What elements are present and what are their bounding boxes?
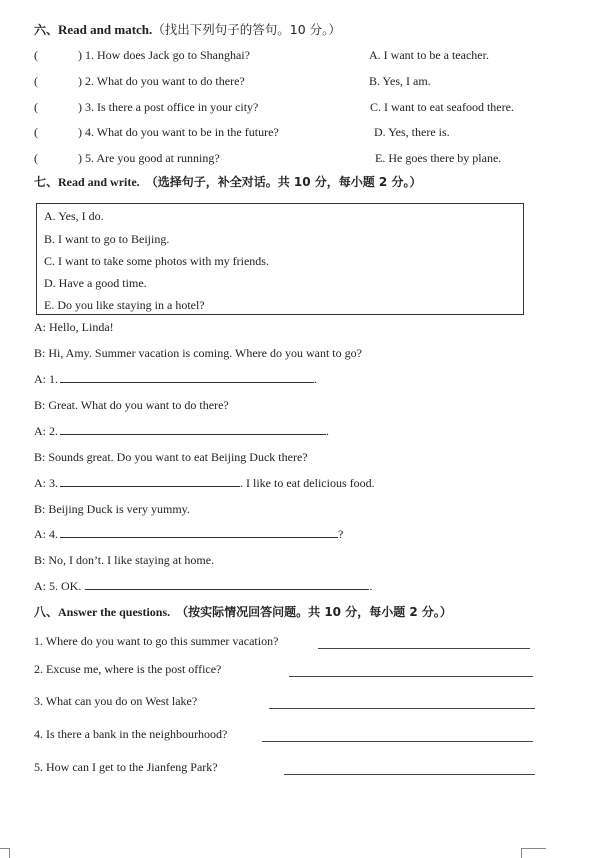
question-2: 2. Excuse me, where is the post office? bbox=[34, 662, 222, 676]
dialogue-line-3 bbox=[34, 372, 317, 387]
dialogue-line-4: B: Great. What do you want to do there? bbox=[34, 398, 229, 412]
answer-line-3[interactable] bbox=[269, 708, 535, 709]
dialogue-line-10: B: No, I don’t. I like staying at home. bbox=[34, 553, 215, 567]
match-answer-b: B. Yes, I am. bbox=[369, 74, 431, 88]
section7-heading bbox=[34, 173, 421, 191]
question-1: 1. Where do you want to go this summer vacation? bbox=[34, 634, 279, 648]
section8-title: Answer the questions. bbox=[58, 605, 171, 619]
dialogue-line-3-suffix: . bbox=[314, 372, 317, 386]
section6-number: 六、 bbox=[34, 23, 59, 37]
dialogue-line-9-prefix: A: 4. bbox=[34, 527, 58, 541]
answer-blank-4[interactable] bbox=[60, 527, 338, 538]
dialogue-line-7 bbox=[34, 476, 375, 491]
dialogue-line-11-prefix: A: 5. OK. bbox=[34, 579, 82, 593]
dialogue-line-2: B: Hi, Amy. Summer vacation is coming. Where do you want to go? bbox=[34, 346, 362, 360]
dialogue-line-9 bbox=[34, 527, 343, 542]
dialogue-line-11 bbox=[34, 579, 372, 594]
match-answer-a: A. I want to be a teacher. bbox=[369, 48, 489, 62]
match-paren-1: ( bbox=[34, 48, 38, 62]
section7-number: 七、 bbox=[34, 175, 59, 189]
dialogue-line-7-prefix: A: 3. bbox=[34, 476, 58, 490]
match-paren-3: ( bbox=[34, 100, 38, 114]
dialogue-line-7-suffix: . I like to eat delicious food. bbox=[240, 476, 375, 490]
section7-instruction: （选择句子，补全对话。共 10 分，每小题 2 分。） bbox=[145, 175, 422, 189]
dialogue-line-1: A: Hello, Linda! bbox=[34, 320, 114, 334]
answer-blank-1[interactable] bbox=[60, 372, 314, 383]
option-c: C. I want to take some photos with my friends. bbox=[44, 254, 269, 268]
dialogue-line-8: B: Beijing Duck is very yummy. bbox=[34, 502, 190, 516]
match-answer-d: D. Yes, there is. bbox=[374, 125, 450, 139]
match-answer-c: C. I want to eat seafood there. bbox=[370, 100, 514, 114]
section6-instruction: （找出下列句子的答句。10 分。） bbox=[152, 22, 341, 37]
section8-instruction: （按实际情况回答问题。共 10 分，每小题 2 分。） bbox=[176, 605, 452, 619]
answer-blank-3[interactable] bbox=[60, 476, 240, 487]
match-question-5: ) 5. Are you good at running? bbox=[78, 151, 220, 165]
section8-heading bbox=[34, 603, 452, 621]
match-paren-4: ( bbox=[34, 125, 38, 139]
question-5: 5. How can I get to the Jianfeng Park? bbox=[34, 760, 218, 774]
dialogue-line-11-suffix: . bbox=[369, 579, 373, 593]
match-question-4: ) 4. What do you want to be in the future? bbox=[78, 125, 279, 139]
section6-heading bbox=[34, 20, 341, 39]
dialogue-line-5 bbox=[34, 424, 329, 439]
dialogue-line-9-suffix: ? bbox=[338, 527, 344, 541]
option-b: B. I want to go to Beijing. bbox=[44, 232, 170, 246]
section8-number: 八、 bbox=[34, 605, 59, 619]
section6-title: Read and match. bbox=[58, 22, 153, 37]
dialogue-line-5-suffix: . bbox=[326, 424, 329, 438]
answer-blank-5[interactable] bbox=[85, 579, 369, 590]
dialogue-line-3-prefix: A: 1. bbox=[34, 372, 58, 386]
answer-blank-2[interactable] bbox=[60, 424, 326, 435]
dialogue-line-5-prefix: A: 2. bbox=[34, 424, 58, 438]
match-question-2: ) 2. What do you want to do there? bbox=[78, 74, 245, 88]
section7-title: Read and write. bbox=[58, 175, 140, 189]
dialogue-line-6: B: Sounds great. Do you want to eat Beijing Duck there? bbox=[34, 450, 308, 464]
answer-line-4[interactable] bbox=[262, 741, 533, 742]
answer-line-2[interactable] bbox=[289, 676, 533, 677]
match-paren-5: ( bbox=[34, 151, 38, 165]
option-e: E. Do you like staying in a hotel? bbox=[44, 298, 205, 312]
answer-line-1[interactable] bbox=[318, 648, 530, 649]
match-question-3: ) 3. Is there a post office in your city? bbox=[78, 100, 259, 114]
match-paren-2: ( bbox=[34, 74, 38, 88]
option-a: A. Yes, I do. bbox=[44, 209, 104, 223]
answer-line-5[interactable] bbox=[284, 774, 535, 775]
match-answer-e: E. He goes there by plane. bbox=[375, 151, 502, 165]
option-d: D. Have a good time. bbox=[44, 276, 147, 290]
match-question-1: ) 1. How does Jack go to Shanghai? bbox=[78, 48, 250, 62]
question-4: 4. Is there a bank in the neighbourhood? bbox=[34, 727, 228, 741]
question-3: 3. What can you do on West lake? bbox=[34, 694, 198, 708]
